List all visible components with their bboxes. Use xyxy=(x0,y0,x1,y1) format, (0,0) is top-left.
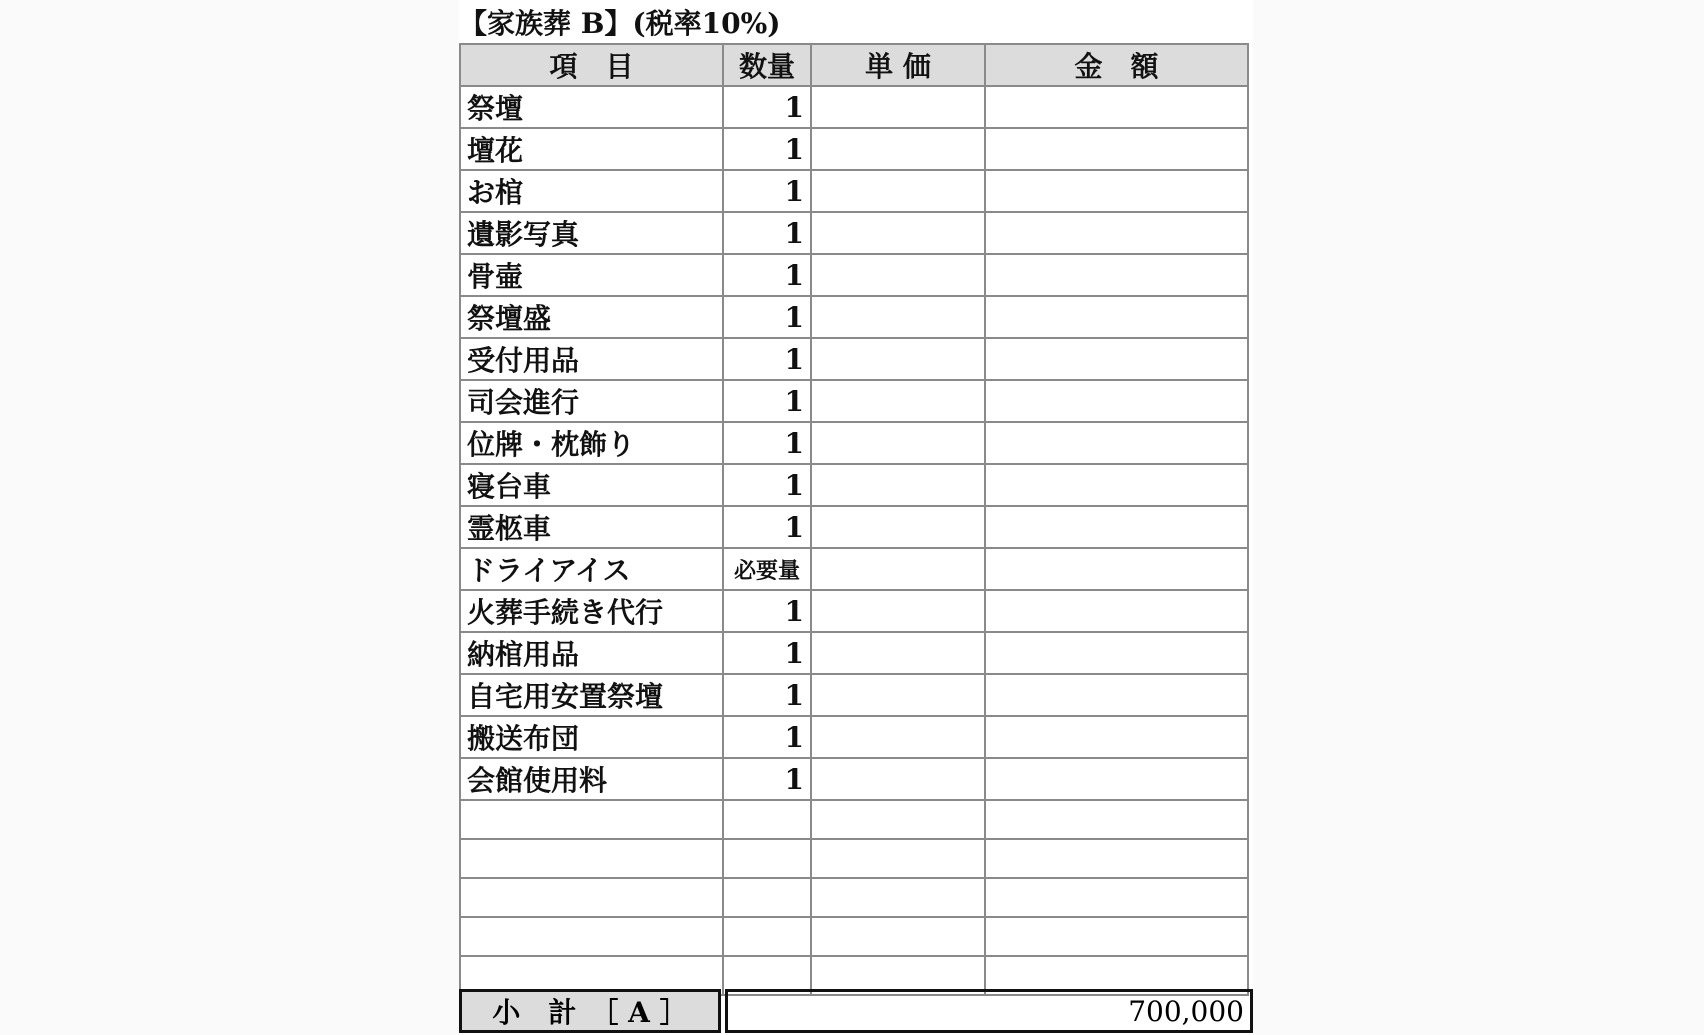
quantity-cell: 1 xyxy=(723,590,811,632)
item-cell: 遺影写真 xyxy=(460,212,723,254)
subtotal-label: 小 計 ［ A ］ xyxy=(459,989,721,1033)
unit-price-cell xyxy=(811,758,985,800)
header-unit-price: 単 価 xyxy=(811,44,985,86)
unit-price-cell xyxy=(811,590,985,632)
table-row xyxy=(460,716,1248,758)
header-item: 項 目 xyxy=(460,44,723,86)
quantity-cell: 1 xyxy=(723,380,811,422)
amount-cell xyxy=(985,170,1248,212)
item-cell: 祭壇 xyxy=(460,86,723,128)
table-row xyxy=(460,380,1248,422)
amount-cell xyxy=(985,632,1248,674)
amount-cell xyxy=(985,917,1248,956)
item-cell xyxy=(460,839,723,878)
estimate-table xyxy=(459,43,1249,996)
unit-price-cell xyxy=(811,170,985,212)
amount-cell xyxy=(985,296,1248,338)
subtotal-value: 700,000 xyxy=(725,989,1253,1033)
unit-price-cell xyxy=(811,128,985,170)
quantity-cell: 1 xyxy=(723,254,811,296)
amount-cell xyxy=(985,338,1248,380)
amount-cell xyxy=(985,506,1248,548)
table-row xyxy=(460,758,1248,800)
table-row xyxy=(460,212,1248,254)
quantity-cell: 1 xyxy=(723,422,811,464)
quantity-cell: 1 xyxy=(723,338,811,380)
item-cell: お棺 xyxy=(460,170,723,212)
empty-row xyxy=(460,839,1248,878)
item-cell: 納棺用品 xyxy=(460,632,723,674)
unit-price-cell xyxy=(811,839,985,878)
item-cell: 受付用品 xyxy=(460,338,723,380)
quantity-cell: 1 xyxy=(723,632,811,674)
table-body xyxy=(460,86,1248,995)
empty-row xyxy=(460,878,1248,917)
header-amount: 金 額 xyxy=(985,44,1248,86)
header-quantity: 数量 xyxy=(723,44,811,86)
unit-price-cell xyxy=(811,506,985,548)
amount-cell xyxy=(985,86,1248,128)
quantity-cell xyxy=(723,800,811,839)
unit-price-cell xyxy=(811,674,985,716)
table-row xyxy=(460,590,1248,632)
unit-price-cell xyxy=(811,86,985,128)
header-row xyxy=(460,44,1248,86)
table-row xyxy=(460,338,1248,380)
quantity-cell: 1 xyxy=(723,464,811,506)
unit-price-cell xyxy=(811,212,985,254)
item-cell: 壇花 xyxy=(460,128,723,170)
amount-cell xyxy=(985,254,1248,296)
item-cell: 司会進行 xyxy=(460,380,723,422)
quantity-cell: 1 xyxy=(723,758,811,800)
amount-cell xyxy=(985,839,1248,878)
amount-cell xyxy=(985,590,1248,632)
table-row xyxy=(460,548,1248,590)
quantity-cell: 1 xyxy=(723,212,811,254)
quantity-cell xyxy=(723,917,811,956)
table-row xyxy=(460,506,1248,548)
unit-price-cell xyxy=(811,464,985,506)
item-cell xyxy=(460,800,723,839)
quantity-cell: 1 xyxy=(723,170,811,212)
unit-price-cell xyxy=(811,632,985,674)
table-row xyxy=(460,254,1248,296)
item-cell: 霊柩車 xyxy=(460,506,723,548)
table-row xyxy=(460,674,1248,716)
table-row xyxy=(460,128,1248,170)
item-cell: 搬送布団 xyxy=(460,716,723,758)
amount-cell xyxy=(985,878,1248,917)
amount-cell xyxy=(985,422,1248,464)
quantity-cell: 1 xyxy=(723,674,811,716)
unit-price-cell xyxy=(811,716,985,758)
subtotal-row xyxy=(459,989,1253,1031)
empty-row xyxy=(460,800,1248,839)
item-cell: 祭壇盛 xyxy=(460,296,723,338)
amount-cell xyxy=(985,464,1248,506)
amount-cell xyxy=(985,380,1248,422)
unit-price-cell xyxy=(811,254,985,296)
quantity-cell xyxy=(723,839,811,878)
quantity-cell: 1 xyxy=(723,716,811,758)
quantity-cell: 必要量 xyxy=(723,548,811,590)
unit-price-cell xyxy=(811,338,985,380)
table-row xyxy=(460,86,1248,128)
item-cell: 自宅用安置祭壇 xyxy=(460,674,723,716)
quantity-cell: 1 xyxy=(723,86,811,128)
item-cell: 位牌・枕飾り xyxy=(460,422,723,464)
empty-row xyxy=(460,917,1248,956)
unit-price-cell xyxy=(811,917,985,956)
item-cell xyxy=(460,917,723,956)
quantity-cell: 1 xyxy=(723,128,811,170)
table-row xyxy=(460,464,1248,506)
unit-price-cell xyxy=(811,296,985,338)
table-row xyxy=(460,170,1248,212)
quantity-cell: 1 xyxy=(723,506,811,548)
unit-price-cell xyxy=(811,422,985,464)
table-row xyxy=(460,296,1248,338)
amount-cell xyxy=(985,212,1248,254)
unit-price-cell xyxy=(811,878,985,917)
item-cell: 火葬手続き代行 xyxy=(460,590,723,632)
item-cell: ドライアイス xyxy=(460,548,723,590)
unit-price-cell xyxy=(811,380,985,422)
amount-cell xyxy=(985,758,1248,800)
amount-cell xyxy=(985,674,1248,716)
item-cell: 会館使用料 xyxy=(460,758,723,800)
quantity-cell: 1 xyxy=(723,296,811,338)
item-cell xyxy=(460,878,723,917)
amount-cell xyxy=(985,716,1248,758)
unit-price-cell xyxy=(811,548,985,590)
item-cell: 寝台車 xyxy=(460,464,723,506)
amount-cell xyxy=(985,800,1248,839)
unit-price-cell xyxy=(811,800,985,839)
amount-cell xyxy=(985,548,1248,590)
table-row xyxy=(460,632,1248,674)
document-title: 【家族葬 B】(税率10%) xyxy=(459,7,781,40)
item-cell: 骨壷 xyxy=(460,254,723,296)
table-row xyxy=(460,422,1248,464)
amount-cell xyxy=(985,128,1248,170)
quantity-cell xyxy=(723,878,811,917)
